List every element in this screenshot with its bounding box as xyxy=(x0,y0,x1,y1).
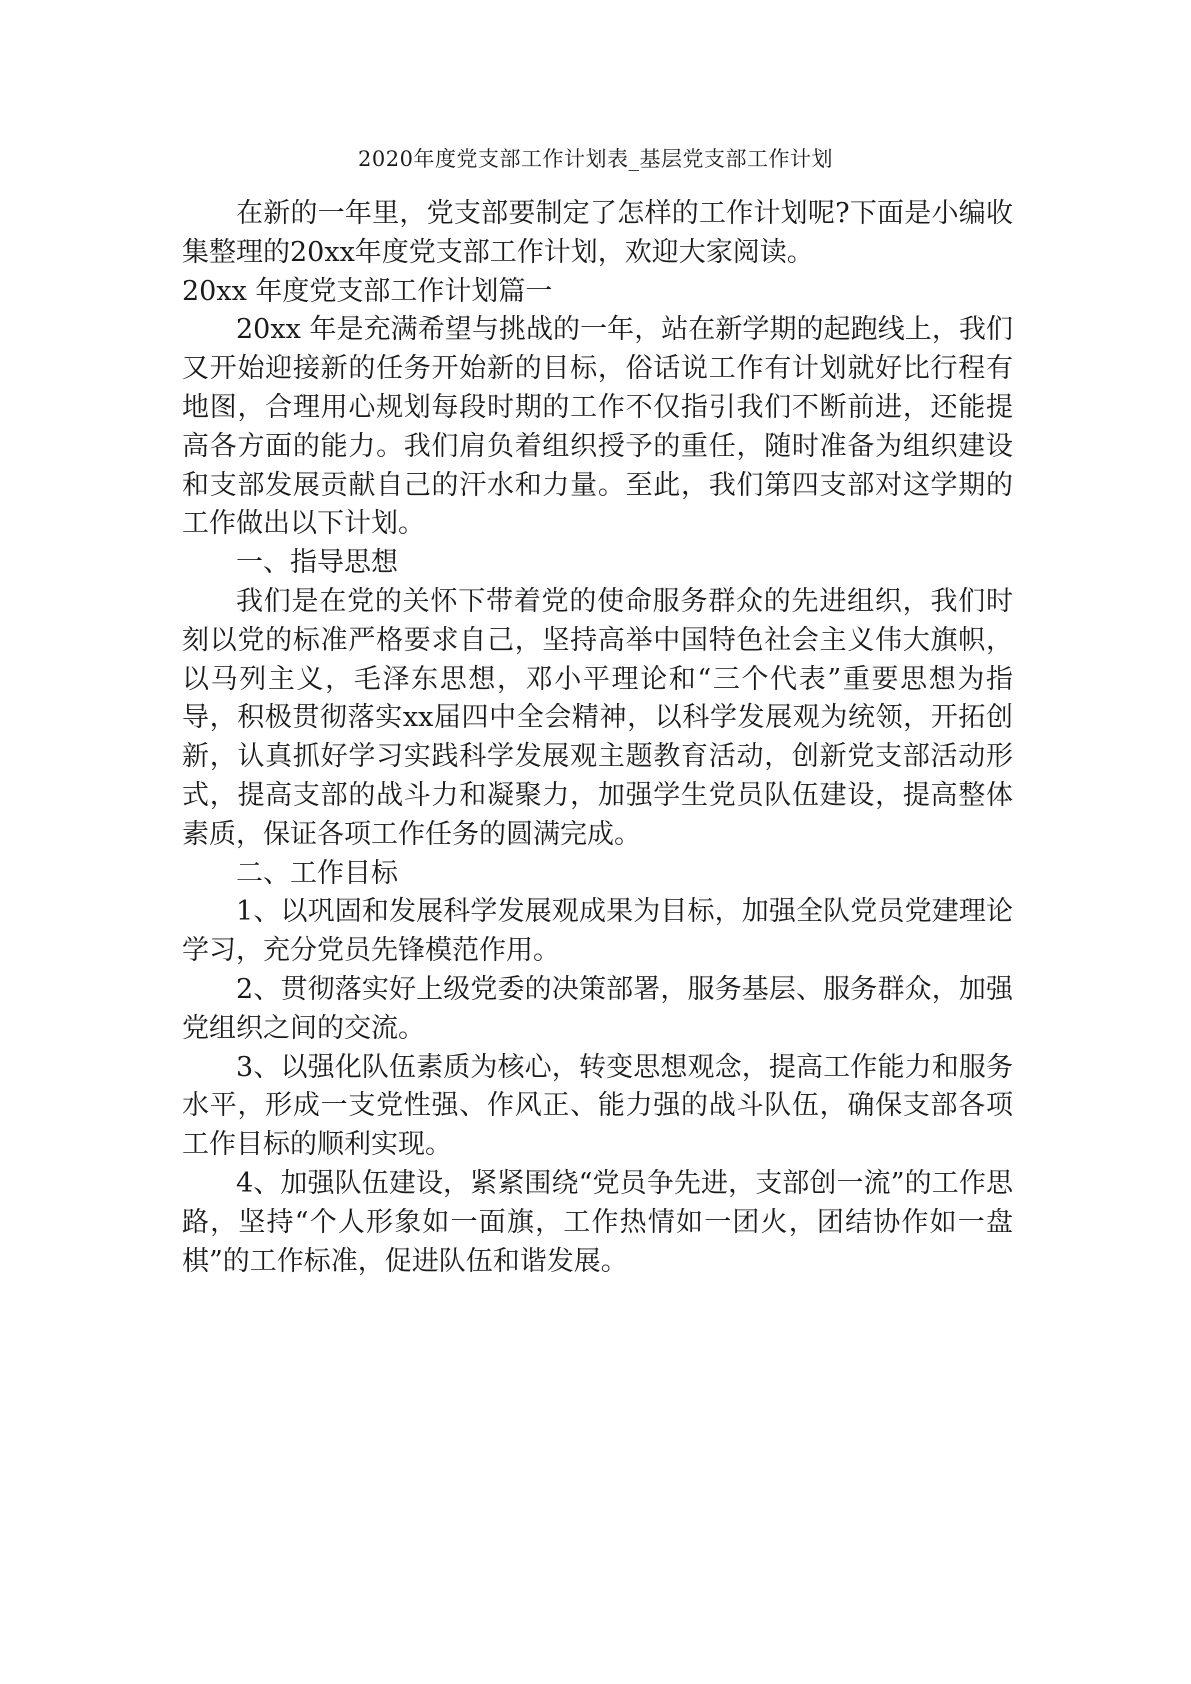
heading-guiding-ideology: 一、指导思想 xyxy=(236,547,398,579)
goal-item-1: 1、以巩固和发展科学发展观成果为目标，加强全队党员党建理论学习，充分党员先锋模范作用。 xyxy=(182,896,1013,967)
document-body xyxy=(182,195,1013,1281)
guiding-ideology-paragraph: 我们是在党的关怀下带着党的使命服务群众的先进组织，我们时刻以党的标准严格要求自己，坚持高举中国特色社会主义伟大旗帜，以马列主义，毛泽东思想，邓小平理论和“三个代表”重要思想为指导，积极贯彻落实xx届四中全会精神，以科学发展观为统领，开拓创新，认真抓好学习实践科学发展观主题教育活动，创新党支部活动形式，提高支部的战斗力和凝聚力，加强学生党员队伍建设，提高整体素质，保证各项工作任务的圆满完成。 xyxy=(182,585,1013,850)
heading-work-goals: 二、工作目标 xyxy=(236,857,398,889)
intro-paragraph: 在新的一年里，党支部要制定了怎样的工作计划呢?下面是小编收集整理的20xx年度党支部工作计划，欢迎大家阅读。 xyxy=(182,198,1013,268)
document-title: 2020年度党支部工作计划表_基层党支部工作计划 xyxy=(358,147,833,171)
goal-item-2: 2、贯彻落实好上级党委的决策部署，服务基层、服务群众，加强党组织之间的交流。 xyxy=(182,973,1013,1044)
goal-item-4: 4、加强队伍建设，紧紧围绕“党员争先进，支部创一流”的工作思路，坚持“个人形象如一面旗，工作热情如一团火，团结协作如一盘棋”的工作标准，促进队伍和谐发展。 xyxy=(182,1167,1013,1277)
section-heading-part-one: 20xx 年度党支部工作计划篇一 xyxy=(182,275,553,307)
goal-item-3: 3、以强化队伍素质为核心，转变思想观念，提高工作能力和服务水平，形成一支党性强、作风正、能力强的战斗队伍，确保支部各项工作目标的顺利实现。 xyxy=(182,1051,1013,1161)
opening-paragraph: 20xx 年是充满希望与挑战的一年，站在新学期的起跑线上，我们又开始迎接新的任务开始新的目标，俗话说工作有计划就好比行程有地图，合理用心规划每段时期的工作不仅指引我们不断前进，还能提高各方面的能力。我们肩负着组织授予的重任，随时准备为组织建设和支部发展贡献自己的汗水和力量。至此，我们第四支部对这学期的工作做出以下计划。 xyxy=(182,314,1013,540)
